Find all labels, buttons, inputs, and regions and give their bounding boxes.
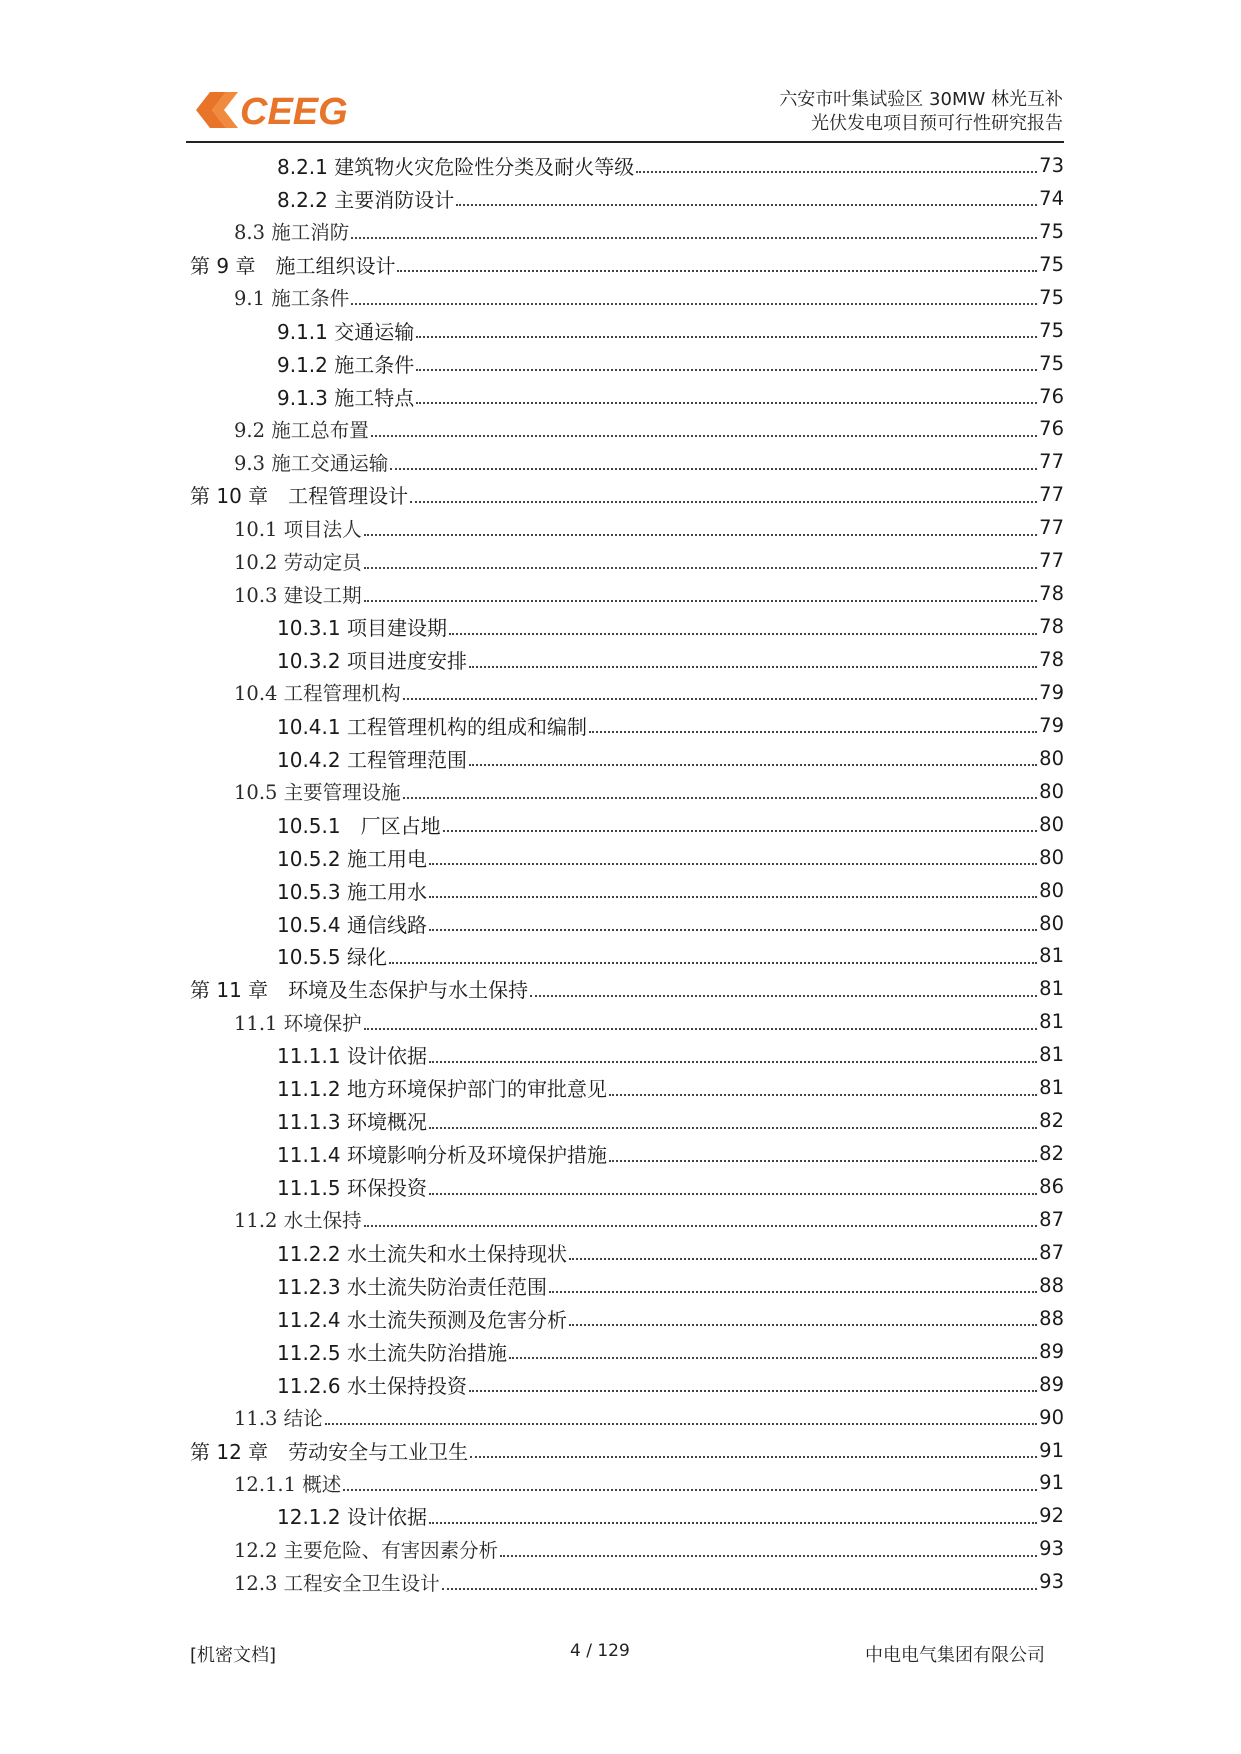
toc-entry-title: 第 12 章 劳动安全与工业卫生 xyxy=(190,1439,469,1464)
toc-entry[interactable] xyxy=(0,841,1241,874)
toc-entry-title: 10.4 工程管理机构 xyxy=(234,682,401,706)
toc-dot-leader xyxy=(364,567,1038,569)
toc-entry-page: 80 xyxy=(1039,779,1064,803)
toc-entry[interactable] xyxy=(0,1467,1241,1500)
toc-entry[interactable] xyxy=(0,907,1241,940)
toc-dot-leader xyxy=(390,468,1037,470)
toc-dot-leader xyxy=(429,929,1037,931)
toc-entry-title: 11.1 环境保护 xyxy=(234,1011,362,1035)
toc-dot-leader xyxy=(456,204,1037,206)
toc-dot-leader xyxy=(470,1456,1037,1458)
toc-entry[interactable] xyxy=(0,445,1241,478)
toc-entry[interactable] xyxy=(0,281,1241,314)
toc-entry[interactable] xyxy=(0,1434,1241,1467)
toc-dot-leader xyxy=(403,698,1038,700)
toc-entry[interactable] xyxy=(0,413,1241,446)
toc-entry-page: 78 xyxy=(1039,582,1064,606)
toc-entry-title: 10.5.2 施工用电 xyxy=(277,846,427,871)
toc-entry[interactable] xyxy=(0,1335,1241,1368)
toc-entry-page: 81 xyxy=(1039,1076,1064,1100)
toc-entry-page: 75 xyxy=(1039,318,1064,342)
toc-entry[interactable] xyxy=(0,1368,1241,1401)
toc-entry-page: 77 xyxy=(1039,516,1064,540)
toc-dot-leader xyxy=(343,1489,1037,1491)
toc-entry-page: 79 xyxy=(1039,680,1064,704)
toc-entry[interactable] xyxy=(0,314,1241,347)
toc-dot-leader xyxy=(609,1094,1037,1096)
toc-entry-title: 第 11 章 环境及生态保护与水土保持 xyxy=(190,978,529,1003)
toc-dot-leader xyxy=(449,633,1037,635)
toc-entry[interactable] xyxy=(0,380,1241,413)
toc-entry-page: 91 xyxy=(1039,1438,1064,1462)
toc-entry[interactable] xyxy=(0,1104,1241,1137)
ceeg-logo-icon xyxy=(196,88,356,132)
toc-entry-page: 91 xyxy=(1039,1471,1064,1495)
toc-entry-page: 75 xyxy=(1039,219,1064,243)
toc-entry-title: 10.2 劳动定员 xyxy=(234,550,362,574)
toc-entry-title: 11.3 结论 xyxy=(234,1407,323,1431)
toc-entry-page: 90 xyxy=(1039,1405,1064,1429)
toc-entry-title: 11.1.3 环境概况 xyxy=(277,1110,427,1135)
toc-entry[interactable] xyxy=(0,1401,1241,1434)
toc-entry-title: 11.2.4 水土流失预测及危害分析 xyxy=(277,1307,567,1332)
toc-entry[interactable] xyxy=(0,1499,1241,1532)
toc-entry[interactable] xyxy=(0,643,1241,676)
toc-dot-leader xyxy=(416,402,1037,404)
toc-dot-leader xyxy=(364,534,1038,536)
toc-dot-leader xyxy=(429,1522,1037,1524)
page-footer xyxy=(0,1641,1241,1669)
toc-entry-title: 12.3 工程安全卫生设计 xyxy=(234,1571,440,1595)
toc-entry-title: 10.4.2 工程管理范围 xyxy=(277,747,467,772)
toc-entry[interactable] xyxy=(0,511,1241,544)
toc-entry-page: 89 xyxy=(1039,1372,1064,1396)
toc-dot-leader xyxy=(469,1390,1037,1392)
toc-entry[interactable] xyxy=(0,676,1241,709)
toc-entry-title: 9.1.1 交通运输 xyxy=(277,319,415,344)
toc-entry-page: 82 xyxy=(1039,1142,1064,1166)
company-name: 中电电气集团有限公司 xyxy=(865,1645,1045,1666)
toc-entry-page: 88 xyxy=(1039,1273,1064,1297)
toc-entry[interactable] xyxy=(0,1236,1241,1269)
toc-entry-page: 76 xyxy=(1039,384,1064,408)
toc-dot-leader xyxy=(364,1028,1038,1030)
toc-dot-leader xyxy=(442,1588,1038,1590)
toc-dot-leader xyxy=(500,1555,1037,1557)
toc-entry-page: 93 xyxy=(1039,1537,1064,1561)
toc-dot-leader xyxy=(397,270,1037,272)
toc-entry-page: 78 xyxy=(1039,648,1064,672)
toc-dot-leader xyxy=(410,501,1037,503)
toc-entry[interactable] xyxy=(0,1005,1241,1038)
toc-entry-page: 80 xyxy=(1039,911,1064,935)
toc-entry-page: 88 xyxy=(1039,1306,1064,1330)
toc-dot-leader xyxy=(569,1324,1037,1326)
toc-entry[interactable] xyxy=(0,874,1241,907)
toc-dot-leader xyxy=(364,1225,1038,1227)
toc-entry-title: 10.1 项目法人 xyxy=(234,517,362,541)
toc-entry-page: 87 xyxy=(1039,1240,1064,1264)
toc-dot-leader xyxy=(530,995,1037,997)
toc-entry-page: 77 xyxy=(1039,450,1064,474)
toc-entry-title: 11.1.4 环境影响分析及环境保护措施 xyxy=(277,1143,607,1168)
toc-entry-title: 10.4.1 工程管理机构的组成和编制 xyxy=(277,714,587,739)
toc-dot-leader xyxy=(351,237,1037,239)
toc-dot-leader xyxy=(364,600,1038,602)
toc-entry-title: 9.1.2 施工条件 xyxy=(277,352,415,377)
header-divider xyxy=(186,141,1064,143)
toc-entry-page: 78 xyxy=(1039,615,1064,639)
toc-entry[interactable] xyxy=(0,775,1241,808)
toc-dot-leader xyxy=(443,830,1038,832)
toc-entry-title: 11.2.6 水土保持投资 xyxy=(277,1373,467,1398)
toc-entry-title: 8.2.2 主要消防设计 xyxy=(277,187,455,212)
toc-entry-title: 12.2 主要危险、有害因素分析 xyxy=(234,1538,499,1562)
toc-entry-title: 11.2.2 水土流失和水土保持现状 xyxy=(277,1241,567,1266)
toc-entry-title: 9.1.3 施工特点 xyxy=(277,385,415,410)
toc-entry[interactable] xyxy=(0,1269,1241,1302)
toc-entry-page: 77 xyxy=(1039,483,1064,507)
toc-entry-title: 11.1.5 环保投资 xyxy=(277,1176,427,1201)
toc-entry-title: 11.2 水土保持 xyxy=(234,1209,362,1233)
toc-entry[interactable] xyxy=(0,1038,1241,1071)
logo-wordmark: CEEG xyxy=(240,91,348,132)
toc-entry[interactable] xyxy=(0,1071,1241,1104)
toc-entry-page: 81 xyxy=(1039,1043,1064,1067)
toc-entry[interactable] xyxy=(0,577,1241,610)
toc-entry-title: 11.1.1 设计依据 xyxy=(277,1044,427,1069)
toc-entry-page: 75 xyxy=(1039,351,1064,375)
toc-entry[interactable] xyxy=(0,1137,1241,1170)
toc-entry[interactable] xyxy=(0,742,1241,775)
toc-entry-page: 77 xyxy=(1039,549,1064,573)
toc-entry-page: 80 xyxy=(1039,812,1064,836)
toc-entry[interactable] xyxy=(0,182,1241,215)
confidential-label: [机密文档] xyxy=(190,1645,277,1666)
toc-dot-leader xyxy=(429,1127,1037,1129)
toc-entry-title: 10.5.4 通信线路 xyxy=(277,912,427,937)
table-of-contents xyxy=(0,149,1241,1598)
toc-dot-leader xyxy=(371,435,1037,437)
toc-entry[interactable] xyxy=(0,347,1241,380)
toc-entry[interactable] xyxy=(0,1203,1241,1236)
toc-entry-page: 75 xyxy=(1039,285,1064,309)
toc-entry-title: 10.5.3 施工用水 xyxy=(277,879,427,904)
toc-entry-title: 9.2 施工总布置 xyxy=(234,418,369,442)
toc-dot-leader xyxy=(351,303,1037,305)
toc-entry-title: 10.3.2 项目进度安排 xyxy=(277,649,467,674)
toc-dot-leader xyxy=(469,764,1037,766)
toc-entry-page: 76 xyxy=(1039,417,1064,441)
toc-entry[interactable] xyxy=(0,478,1241,511)
toc-entry[interactable] xyxy=(0,972,1241,1005)
toc-entry-title: 11.2.5 水土流失防治措施 xyxy=(277,1340,507,1365)
toc-entry-page: 80 xyxy=(1039,845,1064,869)
toc-entry[interactable] xyxy=(0,709,1241,742)
toc-dot-leader xyxy=(609,1160,1037,1162)
toc-entry-title: 10.5.5 绿化 xyxy=(277,945,387,970)
toc-dot-leader xyxy=(636,171,1037,173)
toc-entry-title: 11.1.2 地方环境保护部门的审批意见 xyxy=(277,1077,607,1102)
company-logo xyxy=(196,88,356,132)
toc-entry-title: 8.2.1 建筑物火灾危险性分类及耐火等级 xyxy=(277,154,635,179)
toc-dot-leader xyxy=(416,369,1037,371)
toc-entry-title: 10.3.1 项目建设期 xyxy=(277,616,447,641)
toc-entry-page: 92 xyxy=(1039,1504,1064,1528)
toc-entry-title: 第 10 章 工程管理设计 xyxy=(190,484,409,509)
toc-entry-page: 80 xyxy=(1039,878,1064,902)
toc-entry-page: 93 xyxy=(1039,1570,1064,1594)
toc-entry[interactable] xyxy=(0,215,1241,248)
toc-entry-title: 9.1 施工条件 xyxy=(234,287,350,311)
document-header xyxy=(779,88,1063,136)
toc-entry[interactable] xyxy=(0,940,1241,973)
toc-dot-leader xyxy=(549,1291,1037,1293)
toc-entry-page: 73 xyxy=(1039,153,1064,177)
toc-entry-page: 81 xyxy=(1039,1010,1064,1034)
toc-entry-title: 10.5 主要管理设施 xyxy=(234,781,401,805)
toc-entry-page: 75 xyxy=(1039,252,1064,276)
toc-dot-leader xyxy=(429,1193,1037,1195)
toc-entry-page: 81 xyxy=(1039,977,1064,1001)
toc-entry[interactable] xyxy=(0,610,1241,643)
toc-dot-leader xyxy=(509,1357,1037,1359)
toc-dot-leader xyxy=(389,962,1037,964)
toc-entry-title: 第 9 章 施工组织设计 xyxy=(190,253,396,278)
toc-entry-page: 74 xyxy=(1039,186,1064,210)
toc-dot-leader xyxy=(416,336,1037,338)
toc-entry-title: 12.1.1 概述 xyxy=(234,1472,342,1496)
toc-entry[interactable] xyxy=(0,149,1241,182)
toc-entry[interactable] xyxy=(0,248,1241,281)
toc-dot-leader xyxy=(429,863,1037,865)
toc-entry[interactable] xyxy=(0,544,1241,577)
toc-entry-page: 79 xyxy=(1039,713,1064,737)
toc-entry[interactable] xyxy=(0,1170,1241,1203)
toc-dot-leader xyxy=(589,731,1037,733)
toc-entry[interactable] xyxy=(0,1532,1241,1565)
toc-entry-page: 86 xyxy=(1039,1175,1064,1199)
toc-dot-leader xyxy=(325,1423,1038,1425)
header-title-line2: 光伏发电项目预可行性研究报告 xyxy=(811,113,1063,134)
page-number: 4 / 129 xyxy=(570,1641,630,1661)
toc-entry[interactable] xyxy=(0,808,1241,841)
toc-entry-title: 10.5.1 厂区占地 xyxy=(277,813,441,838)
toc-dot-leader xyxy=(429,896,1037,898)
toc-entry-title: 9.3 施工交通运输 xyxy=(234,451,389,475)
header-title-line1: 六安市叶集试验区 30MW 林光互补 xyxy=(779,89,1063,110)
toc-entry-page: 82 xyxy=(1039,1109,1064,1133)
toc-entry-page: 87 xyxy=(1039,1207,1064,1231)
toc-entry-title: 12.1.2 设计依据 xyxy=(277,1505,427,1530)
toc-dot-leader xyxy=(429,1061,1037,1063)
toc-entry[interactable] xyxy=(0,1302,1241,1335)
toc-entry-title: 10.3 建设工期 xyxy=(234,583,362,607)
toc-entry-title: 8.3 施工消防 xyxy=(234,221,350,245)
toc-dot-leader xyxy=(569,1258,1037,1260)
toc-entry-page: 89 xyxy=(1039,1339,1064,1363)
toc-dot-leader xyxy=(403,797,1038,799)
toc-entry-page: 81 xyxy=(1039,944,1064,968)
toc-entry-page: 80 xyxy=(1039,746,1064,770)
toc-dot-leader xyxy=(469,666,1037,668)
toc-entry-title: 11.2.3 水土流失防治责任范围 xyxy=(277,1274,547,1299)
toc-entry[interactable] xyxy=(0,1565,1241,1598)
